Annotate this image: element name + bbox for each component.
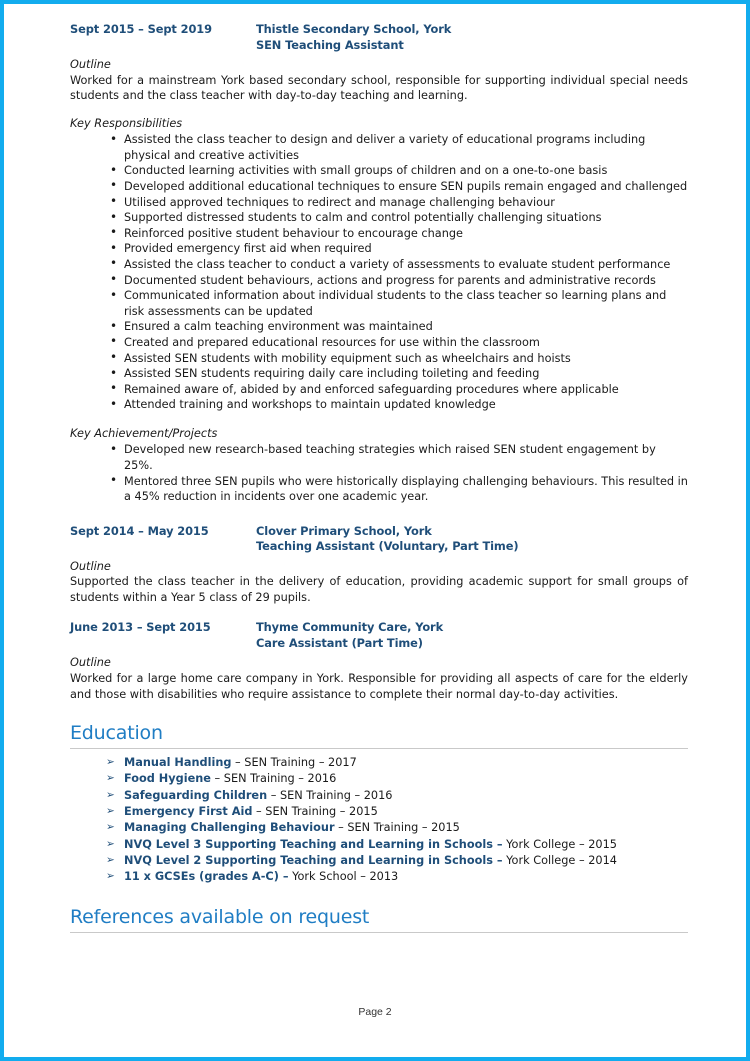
job-organisation-block [256, 620, 688, 651]
list-item: • Conducted learning activities with small groups of children and on a one-to-one basis [70, 163, 688, 179]
job-organisation: Thistle Secondary School, York [256, 22, 452, 36]
experience-entry-clover [70, 524, 688, 606]
list-item: • Created and prepared educational resources for use within the classroom [70, 335, 688, 351]
outline-label: Outline [70, 58, 111, 71]
education-qualification: 11 x GCSEs (grades A-C) – [124, 870, 289, 884]
education-qualification: Managing Challenging Behaviour [124, 821, 335, 835]
list-item: • Supported distressed students to calm and control potentially challenging situations [70, 210, 688, 226]
list-item: • Reinforced positive student behaviour to encourage change [70, 226, 688, 242]
list-item [70, 771, 688, 787]
job-header [70, 524, 688, 555]
list-item [70, 837, 688, 853]
outline-text: Worked for a large home care company in York. Responsible for providing all aspects of care for the elderly and those with disabilities who require assistance to complete their normal day-to-day activities. [70, 671, 688, 701]
education-qualification: Emergency First Aid [124, 805, 253, 819]
list-item: • Assisted the class teacher to design and deliver a variety of educational programs including physical and creative activities [70, 132, 688, 163]
education-detail: York College – 2014 [502, 853, 617, 867]
experience-entry-thyme [70, 620, 688, 702]
list-item: • Assisted SEN students with mobility equipment such as wheelchairs and hoists [70, 351, 688, 367]
outline-label: Outline [70, 656, 111, 670]
job-dates: Sept 2014 – May 2015 [70, 523, 209, 538]
outline-text: Worked for a mainstream York based secondary school, responsible for supporting individual special needs students and the class teacher with day-to-day teaching and learning. [70, 73, 688, 103]
list-item: • Documented student behaviours, actions and progress for parents and administrative records [70, 273, 688, 289]
job-header [70, 22, 688, 53]
education-qualification: NVQ Level 3 Supporting Teaching and Learning in Schools – [124, 837, 503, 851]
education-qualification: Manual Handling [124, 756, 232, 770]
list-item [70, 788, 688, 804]
spacer [70, 702, 688, 721]
list-item: • Remained aware of, abided by and enforced safeguarding procedures where applicable [70, 382, 688, 398]
education-detail: York College – 2015 [502, 837, 617, 851]
spacer [70, 886, 688, 905]
outline-label: Outline [70, 559, 111, 573]
responsibilities-list [70, 132, 688, 413]
job-header [70, 620, 688, 651]
list-item: • Utilised approved techniques to redirect and manage challenging behaviour [70, 195, 688, 211]
list-item: • Provided emergency first aid when required [70, 241, 688, 257]
job-dates: June 2013 – Sept 2015 [70, 620, 211, 635]
list-item: • Assisted the class teacher to conduct a variety of assessments to evaluate student performance [70, 257, 688, 273]
education-detail: – SEN Training – 2015 [334, 821, 460, 835]
job-organisation-block [256, 22, 688, 53]
education-detail: – SEN Training – 2017 [231, 756, 357, 770]
page-footer: Page 2 [358, 1006, 392, 1018]
spacer [70, 505, 688, 524]
list-item: • Attended training and workshops to maintain updated knowledge [70, 397, 688, 413]
achievements-list [70, 442, 688, 504]
education-section [70, 721, 688, 885]
education-qualification: Safeguarding Children [124, 788, 268, 802]
spacer [70, 605, 688, 620]
list-item [70, 755, 688, 771]
education-heading: Education [70, 721, 688, 749]
education-detail: – SEN Training – 2016 [210, 772, 337, 786]
list-item: • Ensured a calm teaching environment was maintained [70, 319, 688, 335]
list-item [70, 853, 688, 869]
education-qualification: Food Hygiene [124, 772, 211, 786]
job-role: Care Assistant (Part Time) [256, 635, 423, 650]
list-item: • Developed additional educational techniques to ensure SEN pupils remain engaged and challenged [70, 179, 688, 195]
list-item: • Mentored three SEN pupils who were historically displaying challenging behaviours. This resulted in a 45% reduction in incidents over one academic year. [70, 474, 688, 505]
references-heading: References available on request [70, 905, 688, 933]
list-item [70, 869, 688, 885]
experience-entry-thistle [70, 22, 688, 505]
list-item [70, 820, 688, 836]
list-item: • Communicated information about individual students to the class teacher so learning plans and risk assessments can be updated [70, 288, 688, 319]
education-detail: York School – 2013 [288, 870, 399, 884]
education-detail: – SEN Training – 2015 [252, 805, 378, 819]
page-content [70, 22, 688, 933]
education-list [70, 755, 688, 885]
job-role: Teaching Assistant (Voluntary, Part Time) [256, 539, 519, 554]
education-qualification: NVQ Level 2 Supporting Teaching and Learning in Schools – [124, 853, 503, 867]
achievements-label: Key Achievement/Projects [70, 426, 218, 440]
education-detail: – SEN Training – 2016 [267, 788, 393, 802]
list-item: • Developed new research-based teaching strategies which raised SEN student engagement by 25%. [70, 442, 688, 473]
responsibilities-label: Key Responsibilities [70, 116, 183, 130]
job-dates: Sept 2015 – Sept 2019 [70, 22, 212, 36]
job-organisation: Thyme Community Care, York [256, 620, 444, 635]
job-role: SEN Teaching Assistant [256, 37, 404, 52]
list-item: • Assisted SEN students requiring daily care including toileting and feeding [70, 366, 688, 382]
job-organisation: Clover Primary School, York [256, 523, 432, 538]
outline-text: Supported the class teacher in the delivery of education, providing academic support for small groups of students within a Year 5 class of 29 pupils. [70, 575, 688, 604]
list-item [70, 804, 688, 820]
job-organisation-block [256, 524, 688, 555]
